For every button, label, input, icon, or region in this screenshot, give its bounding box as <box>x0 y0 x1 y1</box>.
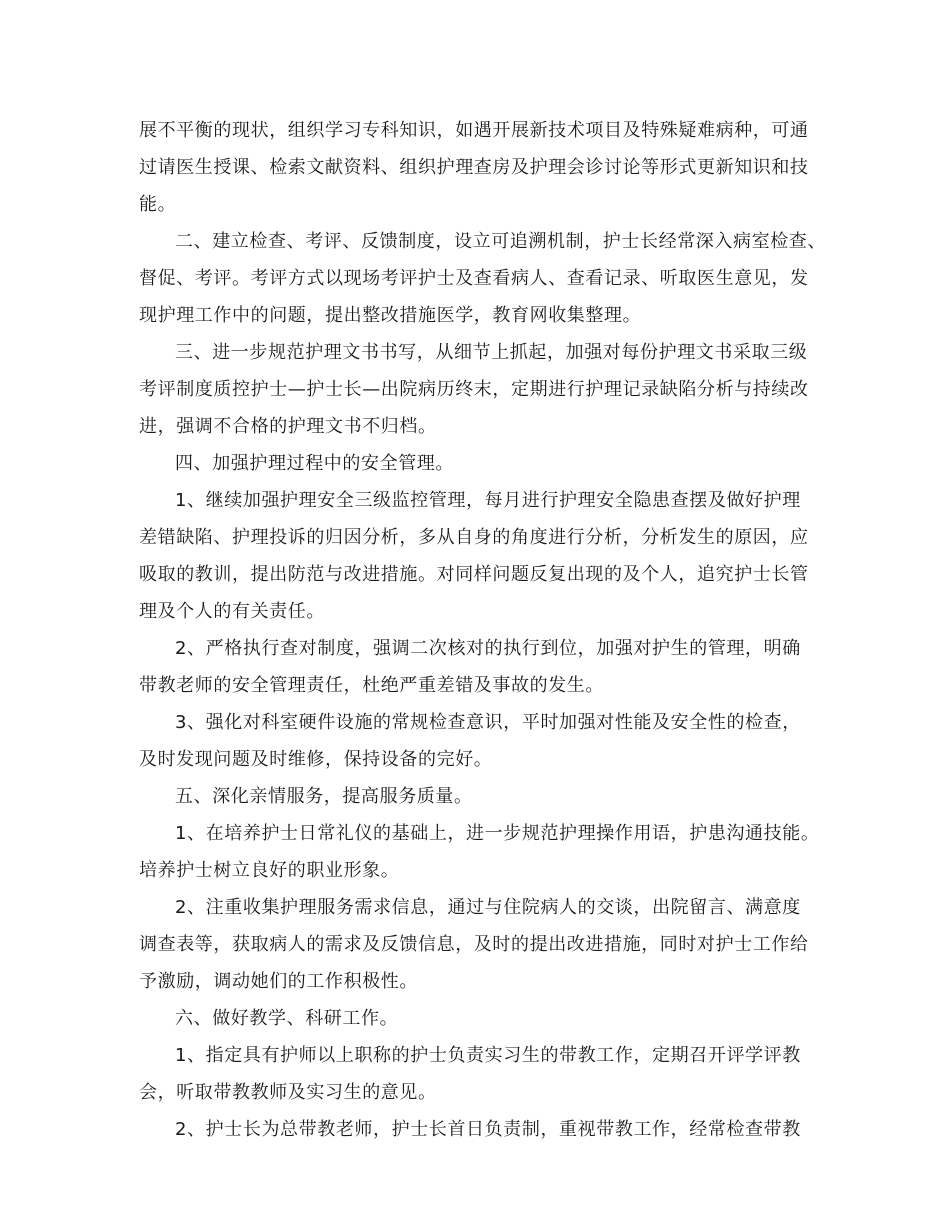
text-line: 展不平衡的现状，组织学习专科知识，如遇开展新技术项目及特殊疑难病种，可通 <box>139 120 809 141</box>
text-line: 差错缺陷、护理投诉的归因分析，多从自身的角度进行分析，分析发生的原因，应 <box>139 527 809 548</box>
list-item-line: 3、强化对科室硬件设施的常规检查意识，平时加强对性能及安全性的检查， <box>175 712 801 733</box>
text-line: 予激励，调动她们的工作积极性。 <box>139 971 418 992</box>
list-item-line: 2、护士长为总带教老师，护士长首日负责制，重视带教工作，经常检查带教 <box>175 1119 801 1140</box>
section-heading-line: 六、做好教学、科研工作。 <box>175 1008 399 1029</box>
list-item-line: 1、在培养护士日常礼仪的基础上，进一步规范护理操作用语，护患沟通技能。 <box>175 823 820 844</box>
list-item-line: 1、继续加强护理安全三级监控管理，每月进行护理安全隐患查摆及做好护理 <box>175 490 801 511</box>
text-line: 会，听取带教教师及实习生的意见。 <box>139 1082 437 1103</box>
text-line: 督促、考评。考评方式以现场考评护士及查看病人、查看记录、听取医生意见，发 <box>139 268 809 289</box>
list-item-line: 1、指定具有护师以上职称的护士负责实习生的带教工作，定期召开评学评教 <box>175 1045 801 1066</box>
section-heading-line: 五、深化亲情服务，提高服务质量。 <box>175 786 473 807</box>
text-line: 吸取的教训，提出防范与改进措施。对同样问题反复出现的及个人，追究护士长管 <box>139 564 809 585</box>
text-line: 现护理工作中的问题，提出整改措施医学，教育网收集整理。 <box>139 305 642 326</box>
text-line: 理及个人的有关责任。 <box>139 601 325 622</box>
list-item-line: 2、注重收集护理服务需求信息，通过与住院病人的交谈，出院留言、满意度 <box>175 897 801 918</box>
text-line: 考评制度质控护士—护士长—出院病历终末，定期进行护理记录缺陷分析与持续改 <box>139 379 809 400</box>
text-line: 培养护士树立良好的职业形象。 <box>139 860 400 881</box>
text-line: 及时发现问题及时维修，保持设备的完好。 <box>139 749 493 770</box>
list-item-line: 2、严格执行查对制度，强调二次核对的执行到位，加强对护生的管理，明确 <box>175 638 801 659</box>
text-line: 过请医生授课、检索文献资料、组织护理查房及护理会诊讨论等形式更新知识和技 <box>139 157 809 178</box>
text-line: 带教老师的安全管理责任，杜绝严重差错及事故的发生。 <box>139 675 604 696</box>
text-line: 能。 <box>139 194 177 215</box>
text-line: 调查表等，获取病人的需求及反馈信息，及时的提出改进措施，同时对护士工作给 <box>139 934 809 955</box>
section-heading-line: 四、加强护理过程中的安全管理。 <box>175 453 454 474</box>
text-line: 进，强调不合格的护理文书不归档。 <box>139 416 437 437</box>
document-body <box>139 112 826 1148</box>
section-heading-line: 三、进一步规范护理文书书写，从细节上抓起，加强对每份护理文书采取三级 <box>175 342 808 363</box>
section-heading-line: 二、建立检查、考评、反馈制度，设立可追溯机制，护士长经常深入病室检查、 <box>175 231 826 252</box>
